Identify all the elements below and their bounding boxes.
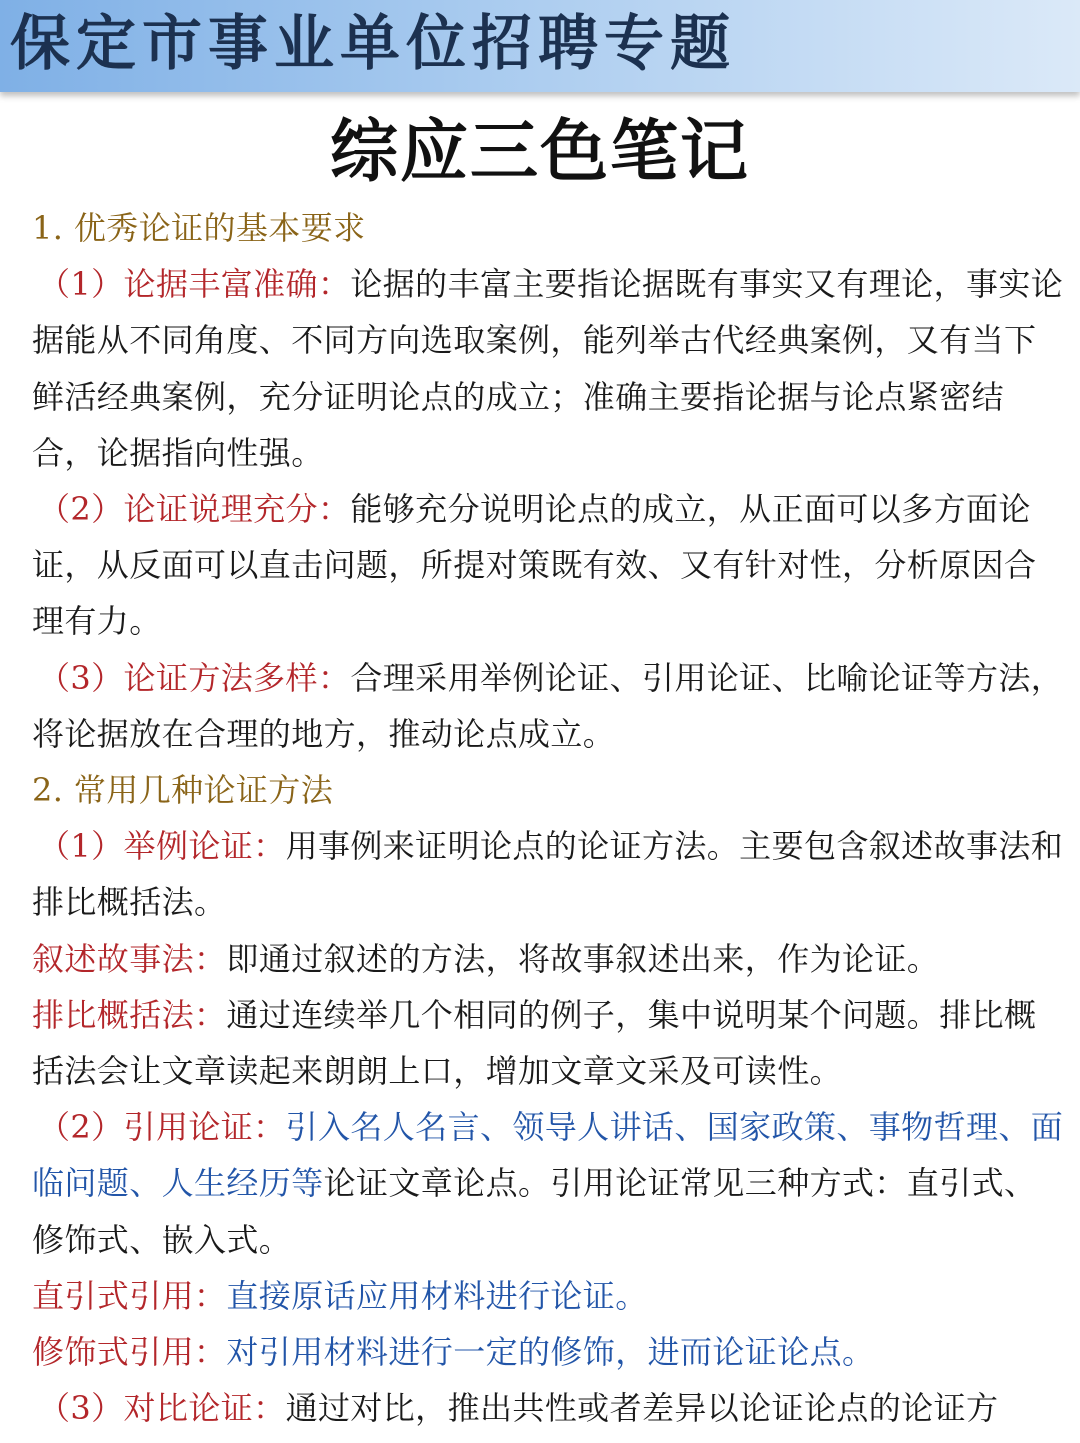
point-text: 能够充分说明论点的成立，从正面可以多方面论 bbox=[350, 490, 1031, 529]
point-label: （3）论证方法多样： bbox=[38, 658, 351, 697]
paragraph-line bbox=[32, 931, 1052, 987]
paragraph-line bbox=[32, 1099, 1064, 1155]
highlight-text: 直接原话应用材料进行论证。 bbox=[226, 1276, 648, 1315]
point-label: （2）引用论证： bbox=[38, 1108, 286, 1147]
term-label: 直引式引用： bbox=[32, 1276, 227, 1315]
paragraph-line bbox=[32, 818, 1064, 874]
paragraph-line: 证，从反面可以直击问题，所提对策既有效、又有针对性，分析原因合 bbox=[32, 546, 1037, 585]
point-label: （1）举例论证： bbox=[38, 827, 286, 866]
paragraph-line bbox=[32, 987, 1052, 1043]
point-label: （3）对比论证： bbox=[38, 1389, 286, 1428]
paragraph-line: 排比概括法。 bbox=[32, 883, 227, 922]
highlight-text: 对引用材料进行一定的修饰，进而论证论点。 bbox=[226, 1333, 875, 1372]
term-label: 叙述故事法： bbox=[32, 939, 227, 978]
paragraph-line bbox=[32, 1380, 1052, 1436]
paragraph-line bbox=[32, 1155, 1052, 1211]
term-text: 即通过叙述的方法，将故事叙述出来，作为论证。 bbox=[226, 939, 940, 978]
point-text: 通过对比，推出共性或者差异以论证论点的论证方 bbox=[285, 1389, 999, 1428]
paragraph-line bbox=[32, 481, 1052, 537]
paragraph-line: 括法会让文章读起来朗朗上口，增加文章文采及可读性。 bbox=[32, 1052, 843, 1091]
paragraph-line: 据能从不同角度、不同方向选取案例，能列举古代经典案例，又有当下 bbox=[32, 321, 1037, 360]
paragraph-line bbox=[32, 256, 1064, 312]
paragraph-line: 修饰式、嵌入式。 bbox=[32, 1220, 292, 1259]
point-text: 论据的丰富主要指论据既有事实又有理论，事实论 bbox=[350, 265, 1064, 304]
header-banner bbox=[0, 0, 1080, 92]
section-heading-1: 1. 优秀论证的基本要求 bbox=[32, 209, 366, 247]
term-label: 修饰式引用： bbox=[32, 1333, 227, 1372]
term-text: 通过连续举几个相同的例子，集中说明某个问题。排比概 bbox=[226, 995, 1037, 1034]
highlight-text: 引入名人名言、领导人讲话、国家政策、事物哲理、面 bbox=[285, 1108, 1064, 1147]
point-label: （2）论证说理充分： bbox=[38, 490, 351, 529]
paragraph-line: 鲜活经典案例，充分证明论点的成立；准确主要指论据与论点紧密结 bbox=[32, 377, 1005, 416]
section-heading-2: 2. 常用几种论证方法 bbox=[32, 771, 334, 810]
banner-title: 保定市事业单位招聘专题 bbox=[10, 9, 736, 79]
point-text: 合理采用举例论证、引用论证、比喻论证等方法， bbox=[350, 658, 1064, 697]
point-label: （1）论据丰富准确： bbox=[38, 265, 351, 304]
paragraph-line bbox=[32, 1324, 1052, 1380]
point-text: 论证文章论点。引用论证常见三种方式：直引式、 bbox=[323, 1164, 1037, 1203]
document-title: 综应三色笔记 bbox=[329, 112, 750, 192]
paragraph-line: 将论据放在合理的地方，推动论点成立。 bbox=[32, 714, 616, 753]
term-label: 排比概括法： bbox=[32, 995, 227, 1034]
paragraph-line: 理有力。 bbox=[32, 602, 162, 641]
paragraph-line: 合，论据指向性强。 bbox=[32, 433, 324, 472]
paragraph-line bbox=[32, 1268, 1052, 1324]
point-text: 用事例来证明论点的论证方法。主要包含叙述故事法和 bbox=[285, 827, 1064, 866]
highlight-text: 临问题、人生经历等 bbox=[32, 1164, 324, 1203]
notes-body bbox=[32, 200, 1064, 1436]
paragraph-line bbox=[32, 650, 1064, 706]
